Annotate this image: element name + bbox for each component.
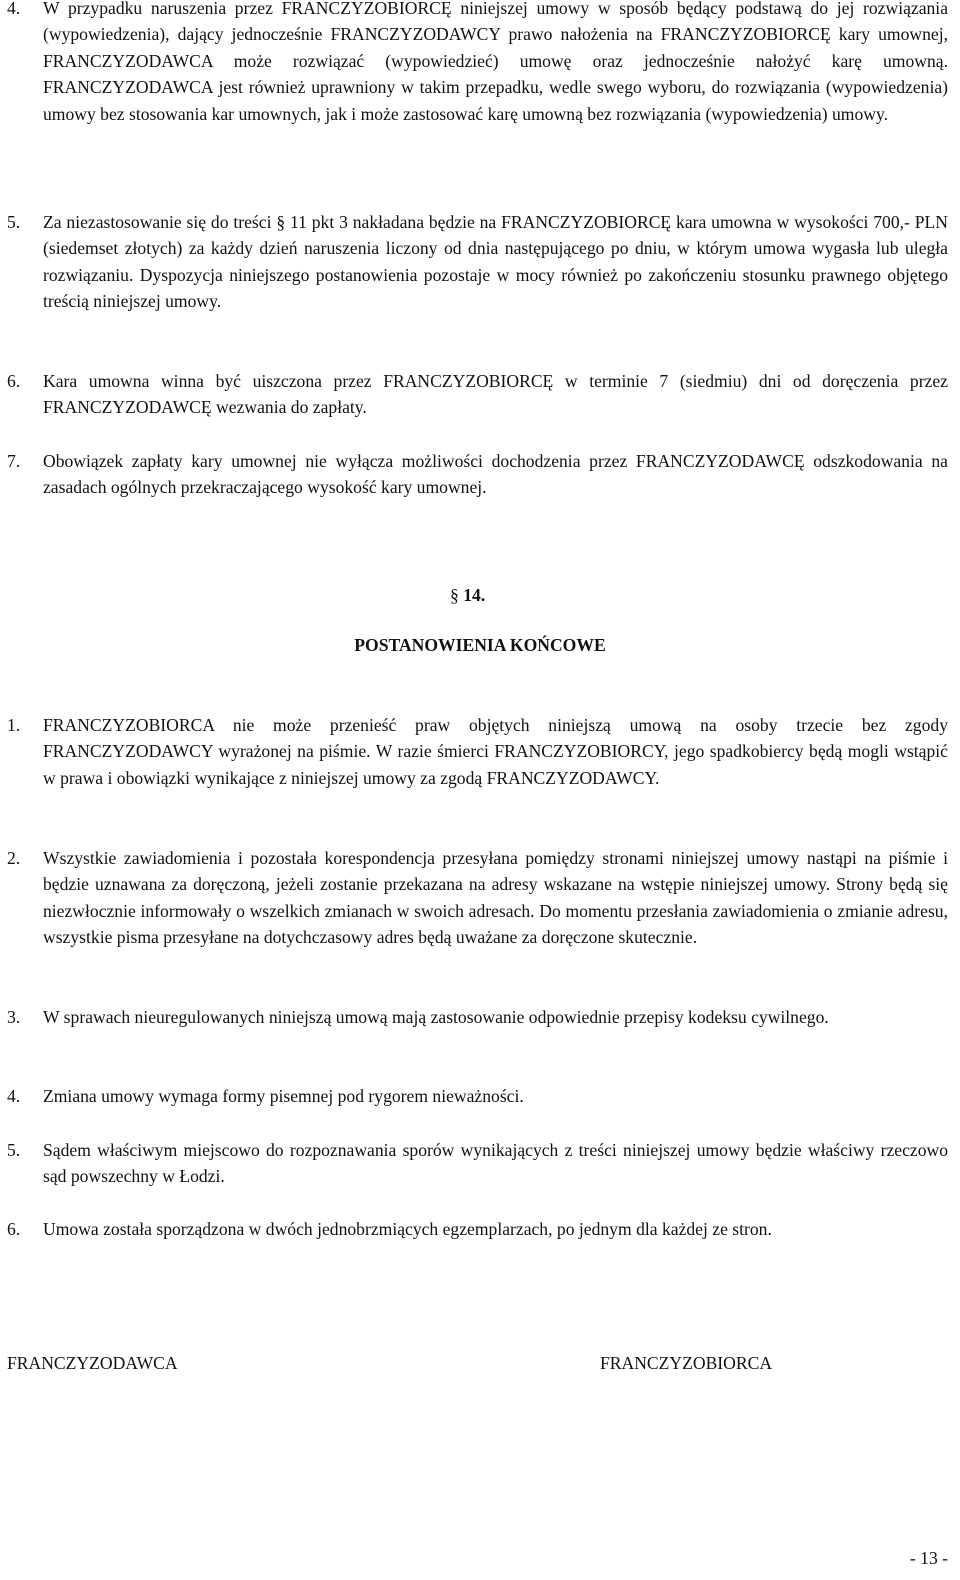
final-clause-2 <box>7 845 948 951</box>
clause-text: Kara umowna winna być uiszczona przez FRANCZYZOBIORCĘ w terminie 7 (siedmiu) dni od doręczenia przez FRANCZYZODAWCĘ wezwania do zapłaty. <box>43 371 948 418</box>
clause-number: 6. <box>7 371 21 391</box>
clause-number: 4. <box>7 0 21 18</box>
clause-text: Wszystkie zawiadomienia i pozostała korespondencja przesyłana pomiędzy stronami niniejszej umowy nastąpi na piśmie i będzie uznawana za doręczoną, jeżeli zostanie przekazana na adresy wskazane na wstępie niniejszej umowy. Strony będą się niezwłocznie informowały o wszelkich zmianach w swoich adresach. Do momentu przesłania zawiadomienia o zmianie adresu, wszystkie pisma przesyłane na dotychczasowy adres będą uważane za doręczone skutecznie. <box>43 848 948 948</box>
clause-number: 5. <box>7 212 21 232</box>
page-number: - 13 - <box>909 1548 948 1568</box>
clause-5 <box>7 209 948 315</box>
section-symbol: § <box>450 585 459 605</box>
clause-4 <box>7 0 948 127</box>
clause-text: Zmiana umowy wymaga formy pisemnej pod rygorem nieważności. <box>43 1086 524 1106</box>
section-number-value: 14. <box>463 585 486 605</box>
final-clause-4 <box>7 1083 948 1109</box>
final-clause-5 <box>7 1137 948 1190</box>
clause-text: Sądem właściwym miejscowo do rozpoznawania sporów wynikających z treści niniejszej umowy będzie właściwy rzeczowo sąd powszechny w Łodzi. <box>43 1140 948 1187</box>
clause-number: 2. <box>7 848 21 868</box>
signature-franchisee: FRANCZYZOBIORCA <box>600 1353 773 1373</box>
clause-6 <box>7 368 948 421</box>
clause-number: 3. <box>7 1007 21 1027</box>
clause-text: W sprawach nieuregulowanych niniejszą umową mają zastosowanie odpowiednie przepisy kodeksu cywilnego. <box>43 1007 829 1027</box>
clause-7 <box>7 448 948 501</box>
section-number <box>450 582 510 608</box>
clause-number: 4. <box>7 1086 21 1106</box>
clause-text: W przypadku naruszenia przez FRANCZYZOBIORCĘ niniejszej umowy w sposób będący podstawą do jej rozwiązania (wypowiedzenia), dający jednocześnie FRANCZYZODAWCY prawo nałożenia na FRANCZYZOBIORCĘ kary umownej, FRANCZYZODAWCA może rozwiązać (wypowiedzieć) umowę oraz jednocześnie nałożyć karę umowną. FRANCZYZODAWCA jest również uprawniony w takim przepadku, wedle swego wyboru, do rozwiązania (wypowiedzenia) umowy bez stosowania kar umownych, jak i może zastosować karę umowną bez rozwiązania (wypowiedzenia) umowy. <box>43 0 948 124</box>
clause-number: 7. <box>7 451 21 471</box>
clause-number: 1. <box>7 715 21 735</box>
final-clause-1 <box>7 712 948 791</box>
clause-text: Obowiązek zapłaty kary umownej nie wyłącza możliwości dochodzenia przez FRANCZYZODAWCĘ odszkodowania na zasadach ogólnych przekraczającego wysokość kary umownej. <box>43 451 948 498</box>
clause-number: 5. <box>7 1140 21 1160</box>
clause-number: 6. <box>7 1219 21 1239</box>
final-clause-6 <box>7 1216 948 1242</box>
clause-text: Umowa została sporządzona w dwóch jednobrzmiących egzemplarzach, po jednym dla każdej ze stron. <box>43 1219 772 1239</box>
clause-text: Za niezastosowanie się do treści § 11 pkt 3 nakładana będzie na FRANCZYZOBIORCĘ kara umowna w wysokości 700,- PLN (siedemset złotych) za każdy dzień naruszenia liczony od dnia następującego po dniu, w którym umowa wygasła lub uległa rozwiązaniu. Dyspozycja niniejszego postanowienia pozostaje w mocy również po zakończeniu stosunku prawnego objętego treścią niniejszej umowy. <box>43 212 948 312</box>
section-title: POSTANOWIENIA KOŃCOWE <box>354 635 606 655</box>
final-clause-3 <box>7 1004 948 1030</box>
signature-franchisor: FRANCZYZODAWCA <box>7 1353 178 1373</box>
clause-text: FRANCZYZOBIORCA nie może przenieść praw objętych niniejszą umową na osoby trzecie bez zgody FRANCZYZODAWCY wyrażonej na piśmie. W razie śmierci FRANCZYZOBIORCY, jego spadkobiercy będą mogli wstąpić w prawa i obowiązki wynikające z niniejszej umowy za zgodą FRANCZYZODAWCY. <box>43 715 948 788</box>
